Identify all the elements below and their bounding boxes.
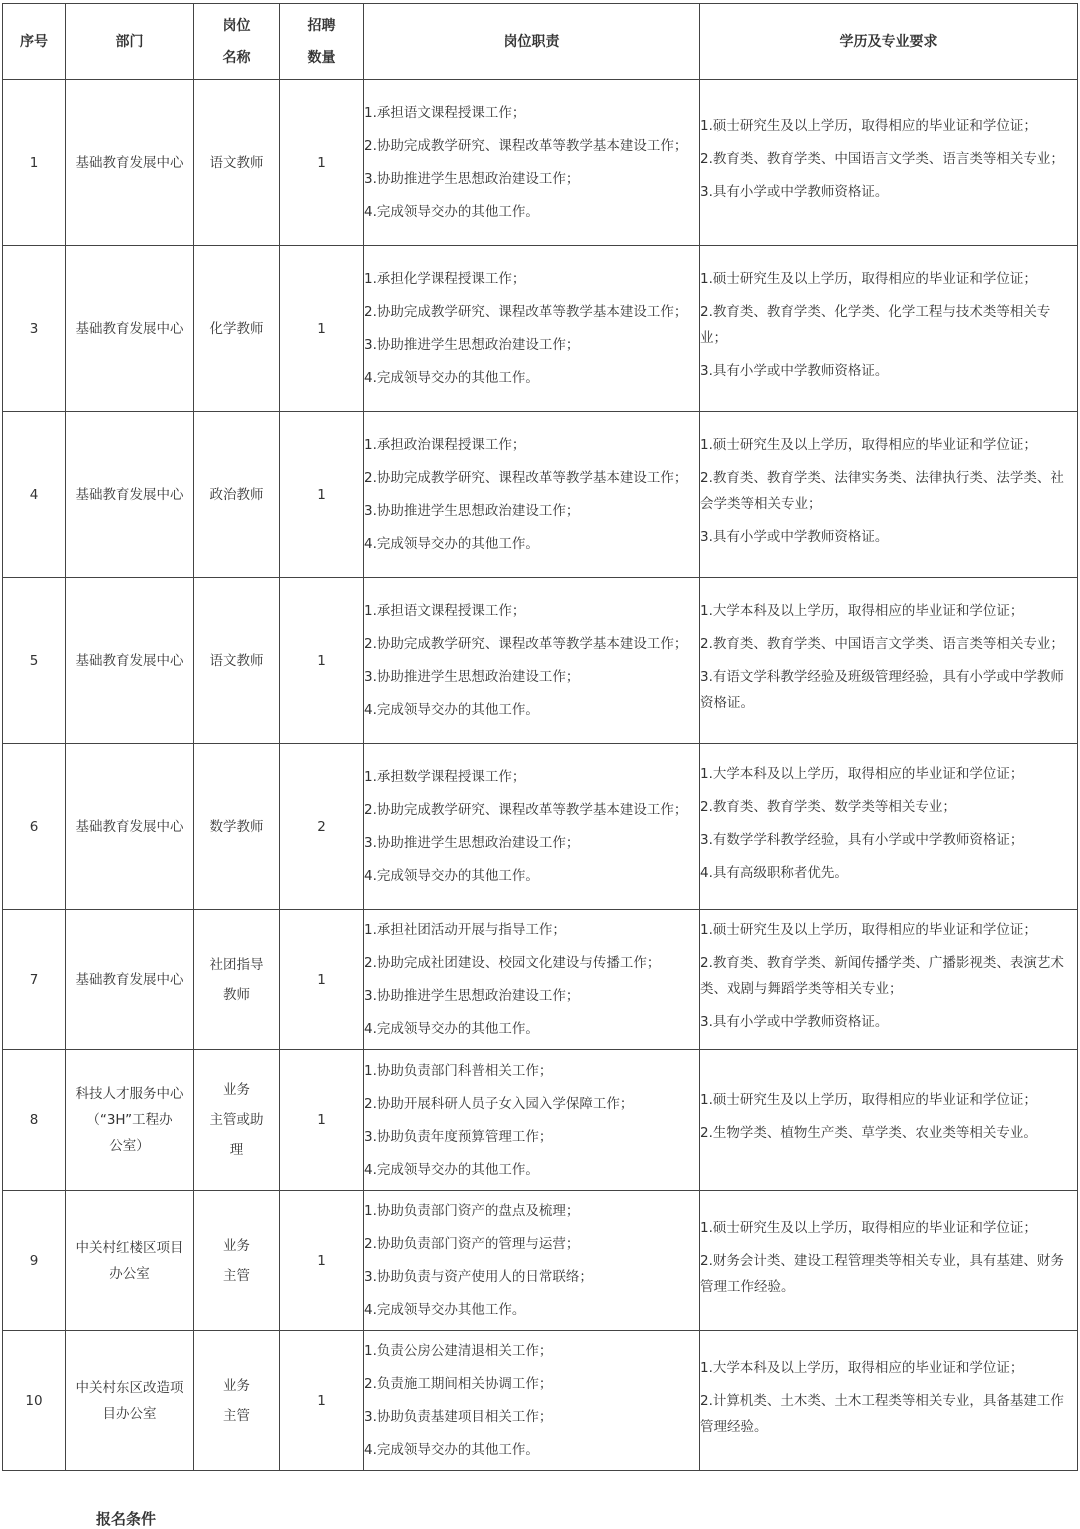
department-line: 办公室 [109, 1265, 150, 1282]
position-line: 政治教师 [209, 486, 264, 503]
cell-duties [364, 1331, 700, 1471]
cell-count: 1 [280, 412, 364, 578]
requirement-item: 3.有数学学科教学经验，具有小学或中学教师资格证； [700, 831, 1024, 848]
duty-item: 1.承担政治课程授课工作； [364, 437, 526, 453]
duty-item: 2.协助完成教学研究、课程改革等教学基本建设工作； [364, 802, 688, 818]
duty-item: 3.协助负责年度预算管理工作； [364, 1128, 553, 1145]
cell-count: 1 [280, 246, 364, 412]
table-row [3, 1050, 1078, 1191]
department-line: 基础教育发展中心 [75, 154, 184, 171]
requirement-item: 2.生物学类、植物生产类、草学类、农业类等相关专业。 [700, 1125, 1037, 1141]
department-line: 公室） [109, 1138, 150, 1154]
duty-item: 4.完成领导交办的其他工作。 [364, 1021, 539, 1037]
table-row [3, 578, 1078, 744]
requirement-item: 1.硕士研究生及以上学历，取得相应的毕业证和学位证； [700, 437, 1037, 453]
cell-count: 1 [280, 1331, 364, 1471]
duty-item: 2.协助完成教学研究、课程改革等教学基本建设工作； [364, 304, 688, 320]
header-position-line-1: 岗位 [222, 17, 251, 34]
cell-count: 2 [280, 744, 364, 910]
duty-item: 1.承担语文课程授课工作； [364, 105, 526, 121]
cell-position [194, 744, 280, 910]
cell-department [66, 246, 194, 412]
cell-requirements [700, 246, 1078, 412]
cell-department [66, 80, 194, 246]
duty-item: 2.协助负责部门资产的管理与运营； [364, 1236, 580, 1252]
duty-item: 2.协助完成教学研究、课程改革等教学基本建设工作； [364, 636, 688, 652]
position-line: 语文教师 [209, 652, 264, 669]
cell-duties [364, 910, 700, 1050]
department-line: 基础教育发展中心 [75, 320, 184, 337]
requirement-item: 3.有语文学科教学经验及班级管理经验，具有小学或中学教师资格证。 [700, 669, 1064, 711]
cell-requirements [700, 1191, 1078, 1331]
cell-position [194, 1191, 280, 1331]
cell-requirements [700, 1050, 1078, 1191]
requirement-item: 2.教育类、教育学类、数学类等相关专业； [700, 798, 956, 815]
duty-item: 1.承担化学课程授课工作； [364, 271, 526, 287]
duty-item: 3.协助推进学生思想政治建设工作； [364, 669, 580, 685]
requirement-item: 2.教育类、教育学类、法律实务类、法律执行类、法学类、社会学类等相关专业； [700, 470, 1064, 512]
cell-count: 1 [280, 910, 364, 1050]
cell-count: 1 [280, 80, 364, 246]
duty-item: 3.协助推进学生思想政治建设工作； [364, 503, 580, 519]
table-row [3, 744, 1078, 910]
requirement-item: 4.具有高级职称者优先。 [700, 864, 848, 881]
duty-item: 4.完成领导交办的其他工作。 [364, 370, 539, 386]
cell-duties [364, 578, 700, 744]
position-line: 教师 [223, 986, 250, 1003]
cell-requirements [700, 578, 1078, 744]
position-line: 化学教师 [209, 320, 264, 337]
duty-item: 4.完成领导交办的其他工作。 [364, 536, 539, 552]
requirement-item: 1.大学本科及以上学历，取得相应的毕业证和学位证； [700, 765, 1024, 782]
requirement-item: 2.计算机类、土木类、土木工程类等相关专业，具备基建工作管理经验。 [700, 1392, 1064, 1435]
duty-item: 4.完成领导交办的其他工作。 [364, 868, 539, 884]
cell-index: 8 [3, 1050, 66, 1191]
duty-item: 3.协助推进学生思想政治建设工作； [364, 988, 580, 1004]
requirement-item: 1.硕士研究生及以上学历，取得相应的毕业证和学位证； [700, 1219, 1037, 1236]
requirement-item: 1.硕士研究生及以上学历，取得相应的毕业证和学位证； [700, 118, 1037, 134]
position-line: 社团指导 [209, 956, 264, 973]
cell-count: 1 [280, 578, 364, 744]
table-row [3, 1191, 1078, 1331]
duty-item: 3.协助负责与资产使用人的日常联络； [364, 1269, 593, 1285]
cell-duties [364, 80, 700, 246]
table-header-row [3, 4, 1078, 80]
position-line: 业务 [223, 1377, 250, 1394]
cell-department [66, 578, 194, 744]
department-line: （“3H”工程办 [86, 1112, 173, 1128]
duty-item: 1.承担数学课程授课工作； [364, 769, 526, 785]
duty-item: 4.完成领导交办其他工作。 [364, 1302, 526, 1318]
cell-requirements [700, 80, 1078, 246]
duty-item: 1.承担语文课程授课工作； [364, 603, 526, 619]
department-line: 科技人才服务中心 [75, 1086, 184, 1102]
duty-item: 3.协助推进学生思想政治建设工作； [364, 171, 580, 187]
cell-department [66, 910, 194, 1050]
duty-item: 4.完成领导交办的其他工作。 [364, 1442, 539, 1458]
cell-index: 10 [3, 1331, 66, 1471]
requirement-item: 3.具有小学或中学教师资格证。 [700, 529, 889, 545]
cell-position [194, 578, 280, 744]
requirement-item: 3.具有小学或中学教师资格证。 [700, 1014, 889, 1030]
cell-duties [364, 412, 700, 578]
position-line: 主管 [223, 1407, 250, 1424]
duty-item: 3.协助推进学生思想政治建设工作； [364, 835, 580, 851]
position-line: 业务 [223, 1237, 250, 1254]
header-duties: 岗位职责 [364, 4, 700, 80]
section-heading-requirements: 报名条件 [96, 1510, 157, 1528]
requirement-item: 1.大学本科及以上学历，取得相应的毕业证和学位证； [700, 1359, 1024, 1376]
cell-position [194, 412, 280, 578]
header-index: 序号 [3, 4, 66, 80]
position-line: 业务 [223, 1082, 250, 1098]
table-row [3, 412, 1078, 578]
cell-index: 9 [3, 1191, 66, 1331]
header-count [280, 4, 364, 80]
duty-item: 3.协助推进学生思想政治建设工作； [364, 337, 580, 353]
requirement-item: 1.硕士研究生及以上学历，取得相应的毕业证和学位证； [700, 922, 1037, 938]
department-line: 目办公室 [102, 1405, 157, 1422]
duty-item: 3.协助负责基建项目相关工作； [364, 1409, 553, 1425]
position-line: 理 [229, 1142, 244, 1158]
cell-position [194, 1331, 280, 1471]
table-row [3, 1331, 1078, 1471]
duty-item: 1.负责公房公建清退相关工作； [364, 1343, 553, 1359]
position-line: 主管 [223, 1267, 250, 1284]
cell-department [66, 1191, 194, 1331]
cell-position [194, 80, 280, 246]
requirement-item: 2.教育类、教育学类、化学类、化学工程与技术类等相关专业； [700, 304, 1051, 346]
duty-item: 4.完成领导交办的其他工作。 [364, 702, 539, 718]
requirement-item: 1.硕士研究生及以上学历，取得相应的毕业证和学位证； [700, 271, 1037, 287]
duty-item: 1.协助负责部门科普相关工作； [364, 1062, 553, 1079]
department-line: 基础教育发展中心 [75, 652, 184, 669]
cell-index: 6 [3, 744, 66, 910]
cell-index: 3 [3, 246, 66, 412]
duty-item: 4.完成领导交办的其他工作。 [364, 204, 539, 220]
position-line: 语文教师 [209, 154, 264, 171]
duty-item: 4.完成领导交办的其他工作。 [364, 1161, 539, 1178]
cell-requirements [700, 412, 1078, 578]
position-line: 主管或助 [209, 1112, 264, 1128]
cell-requirements [700, 910, 1078, 1050]
cell-duties [364, 744, 700, 910]
cell-index: 7 [3, 910, 66, 1050]
cell-duties [364, 1050, 700, 1191]
cell-count: 1 [280, 1191, 364, 1331]
cell-requirements [700, 744, 1078, 910]
department-line: 基础教育发展中心 [75, 486, 184, 503]
cell-requirements [700, 1331, 1078, 1471]
cell-position [194, 1050, 280, 1191]
cell-duties [364, 246, 700, 412]
requirement-item: 3.具有小学或中学教师资格证。 [700, 184, 889, 200]
department-line: 基础教育发展中心 [75, 971, 184, 988]
duty-item: 2.协助完成社团建设、校园文化建设与传播工作； [364, 955, 661, 971]
duty-item: 1.协助负责部门资产的盘点及梳理； [364, 1203, 580, 1219]
position-line: 数学教师 [209, 818, 264, 835]
cell-index: 5 [3, 578, 66, 744]
table-body [3, 80, 1078, 1471]
requirement-item: 2.财务会计类、建设工程管理类等相关专业，具有基建、财务管理工作经验。 [700, 1252, 1064, 1295]
duty-item: 2.负责施工期间相关协调工作； [364, 1376, 553, 1392]
header-position-line-2: 名称 [222, 49, 251, 66]
header-count-line-1: 招聘 [307, 17, 336, 34]
cell-index: 4 [3, 412, 66, 578]
cell-department [66, 744, 194, 910]
department-line: 基础教育发展中心 [75, 818, 184, 835]
requirement-item: 1.硕士研究生及以上学历，取得相应的毕业证和学位证； [700, 1092, 1037, 1108]
department-line: 中关村红楼区项目 [75, 1239, 184, 1256]
cell-duties [364, 1191, 700, 1331]
requirement-item: 2.教育类、教育学类、中国语言文学类、语言类等相关专业； [700, 151, 1064, 167]
cell-count: 1 [280, 1050, 364, 1191]
requirement-item: 1.大学本科及以上学历，取得相应的毕业证和学位证； [700, 603, 1024, 619]
cell-index: 1 [3, 80, 66, 246]
header-department: 部门 [66, 4, 194, 80]
header-position [194, 4, 280, 80]
header-requirements: 学历及专业要求 [700, 4, 1078, 80]
header-count-line-2: 数量 [307, 49, 336, 66]
table-row [3, 910, 1078, 1050]
cell-department [66, 1050, 194, 1191]
cell-department [66, 412, 194, 578]
table-row [3, 246, 1078, 412]
requirement-item: 3.具有小学或中学教师资格证。 [700, 363, 889, 379]
cell-department [66, 1331, 194, 1471]
department-line: 中关村东区改造项 [75, 1379, 184, 1396]
duty-item: 2.协助开展科研人员子女入园入学保障工作； [364, 1095, 634, 1112]
requirement-item: 2.教育类、教育学类、新闻传播学类、广播影视类、表演艺术类、戏剧与舞蹈学类等相关专业； [700, 955, 1064, 997]
duty-item: 2.协助完成教学研究、课程改革等教学基本建设工作； [364, 138, 688, 154]
duty-item: 2.协助完成教学研究、课程改革等教学基本建设工作； [364, 470, 688, 486]
cell-position [194, 910, 280, 1050]
requirement-item: 2.教育类、教育学类、中国语言文学类、语言类等相关专业； [700, 636, 1064, 652]
job-table [2, 3, 1078, 1471]
cell-position [194, 246, 280, 412]
duty-item: 1.承担社团活动开展与指导工作； [364, 922, 566, 938]
table-row [3, 80, 1078, 246]
